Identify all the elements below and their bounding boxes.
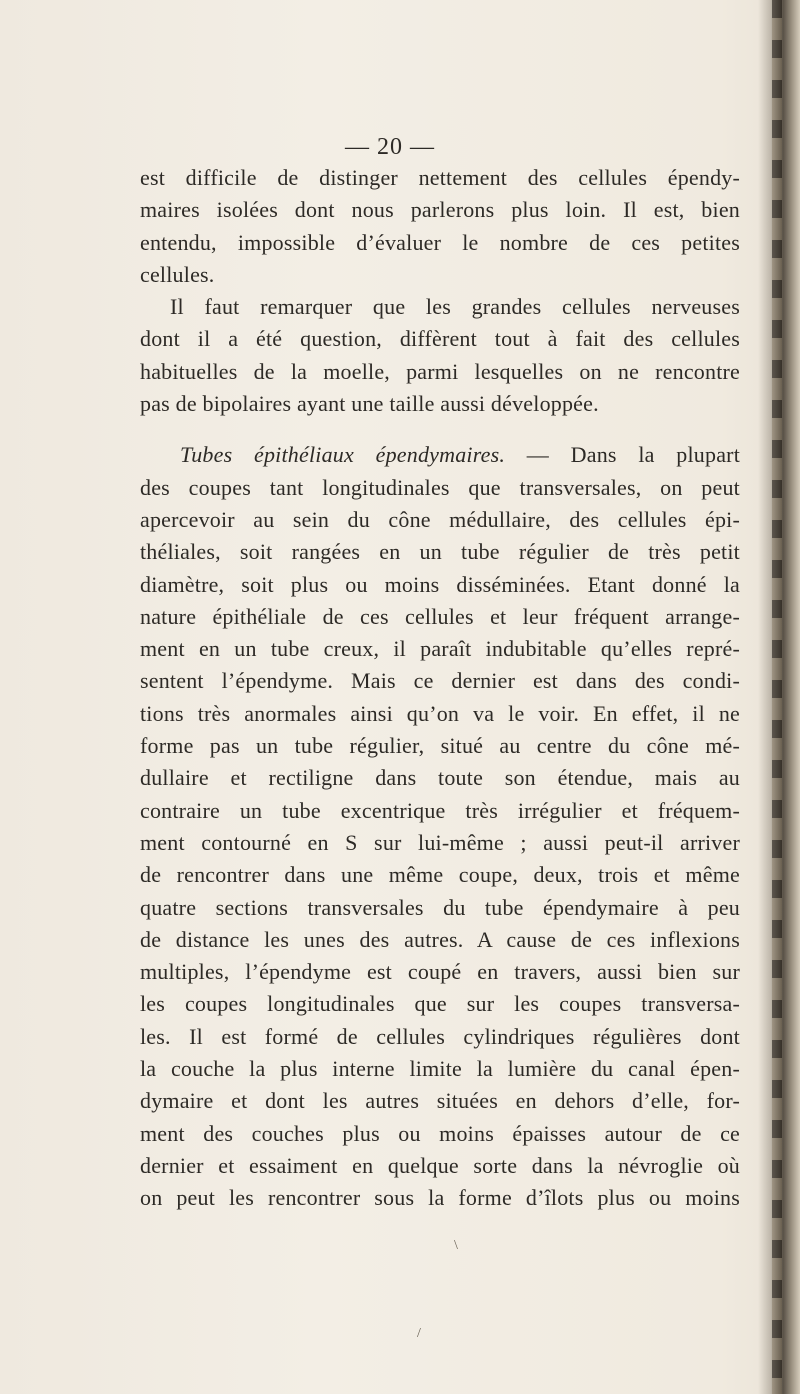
text-line: maires isolées dont nous parlerons plus loin. Il est, bien — [140, 197, 740, 223]
text-line: contraire un tube excentrique très irrégulier et fréquem- — [140, 797, 740, 823]
stray-mark: \ — [454, 1238, 458, 1253]
text-line: dullaire et rectiligne dans toute son étendue, mais au — [140, 765, 740, 791]
text-line: les coupes longitudinales que sur les coupes transversa- — [140, 991, 740, 1017]
text-line: théliales, soit rangées en un tube régulier de très petit — [140, 539, 740, 565]
stray-mark: / — [417, 1326, 421, 1341]
text-line: pas de bipolaires ayant une taille aussi développée. — [140, 391, 599, 417]
text-line: dymaire et dont les autres situées en dehors d’elle, for- — [140, 1088, 740, 1114]
text-line: entendu, impossible d’évaluer le nombre de ces petites — [140, 229, 740, 255]
text-line: cellules. — [140, 261, 215, 287]
text-line: Il faut remarquer que les grandes cellules nerveuses — [170, 294, 740, 320]
text-line: la couche la plus interne limite la lumière du canal épen- — [140, 1056, 740, 1082]
text-line: les. Il est formé de cellules cylindriques régulières dont — [140, 1023, 740, 1049]
text-line: ment en un tube creux, il paraît indubitable qu’elles repré- — [140, 636, 740, 662]
page-number: — 20 — — [345, 134, 435, 160]
text-line: tions très anormales ainsi qu’on va le voir. En effet, il ne — [140, 700, 740, 726]
text-line: forme pas un tube régulier, situé au centre du cône mé- — [140, 733, 740, 759]
text-line: est difficile de distinger nettement des cellules épendy- — [140, 165, 740, 190]
text-line: dont il a été question, diffèrent tout à fait des cellules — [140, 326, 740, 352]
section-heading-continuation: — Dans la plupart — [505, 442, 741, 468]
text-line: multiples, l’épendyme est coupé en travers, aussi bien sur — [140, 959, 740, 985]
text-line: sentent l’épendyme. Mais ce dernier est dans des condi- — [140, 668, 740, 694]
text-line: quatre sections transversales du tube épendymaire à peu — [140, 894, 740, 920]
text-line: nature épithéliale de ces cellules et leur fréquent arrange- — [140, 603, 740, 629]
paragraph-2 — [140, 291, 740, 420]
text-line: apercevoir au sein du cône médullaire, des cellules épi- — [140, 506, 740, 532]
section-heading: Tubes épithéliaux épendymaires. — [180, 442, 506, 468]
body-text — [140, 162, 740, 1215]
text-line: ment des couches plus ou moins épaisses autour de ce — [140, 1120, 740, 1146]
text-line: diamètre, soit plus ou moins disséminées. Etant donné la — [140, 571, 740, 597]
paragraph-3-first-line — [140, 439, 740, 471]
paragraph-gap — [140, 420, 740, 439]
paragraph-1 — [140, 162, 740, 291]
text-line: de rencontrer dans une même coupe, deux, trois et même — [140, 862, 740, 888]
page-binding-shadow — [758, 0, 800, 1394]
text-line: dernier et essaiment en quelque sorte dans la névroglie où — [140, 1152, 740, 1178]
text-line: de distance les unes des autres. A cause de ces inflexions — [140, 926, 740, 952]
text-line: ment contourné en S sur lui-même ; aussi peut-il arriver — [140, 829, 740, 855]
text-line: habituelles de la moelle, parmi lesquelles on ne rencontre — [140, 358, 740, 384]
text-line: on peut les rencontrer sous la forme d’îlots plus ou moins — [140, 1185, 740, 1211]
paragraph-3 — [140, 439, 740, 1214]
text-line: des coupes tant longitudinales que transversales, on peut — [140, 474, 740, 500]
